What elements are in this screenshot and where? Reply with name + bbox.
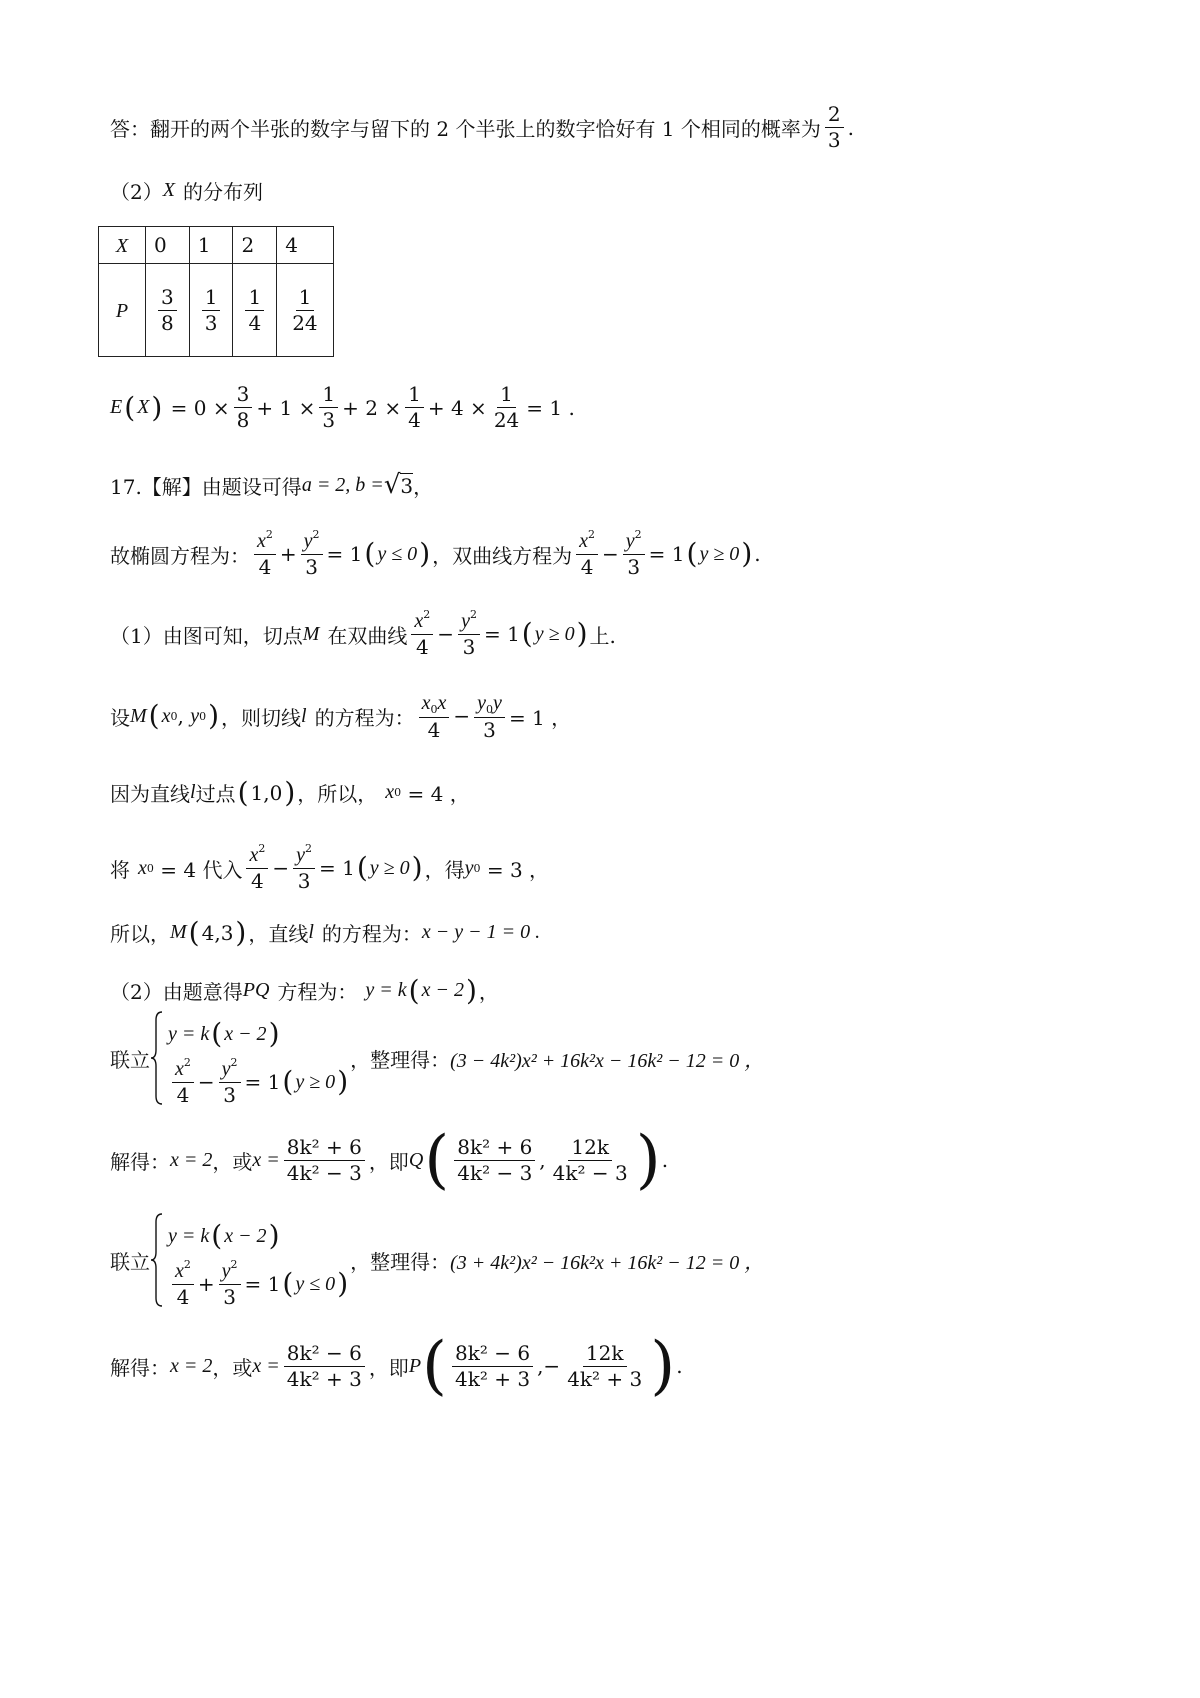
table-cell: 2 <box>233 227 277 264</box>
table-cell: $\frac{1}{3}$ <box>189 264 233 357</box>
table-row: X 0 1 2 4 <box>99 227 334 264</box>
set-m-line: 设 M ( x 0 , y 0 ) ，则切线 l 的方程为： $\frac{x_0x}{4}$ − $\frac{y_0y}{3}$ = 1 ， <box>110 692 572 742</box>
tangent-point-line: （1）由图可知，切点 M 在双曲线 $\frac{x^2}{4}$ − $\frac{y^2}{3}$ = 1 ( y ≥ 0 ) 上. <box>110 608 616 659</box>
part2-heading: （2） X 的分布列 <box>110 179 263 204</box>
pq-line: （2）由题意得 PQ 方程为： y = k ( x − 2 ) ， <box>110 973 499 1007</box>
table-row: P $\frac{3}{8}$ $\frac{1}{3}$ $\frac{1}{4}$ $\frac{1}{24}$ <box>99 264 334 357</box>
conclusion-line: 所以， M ( 4,3 ) ，直线 l 的方程为： x − y − 1 = 0 . <box>110 915 541 949</box>
solve1-line: 解得： x = 2 ，或 x = $\frac{\text{8k² + 6}}{\text{4k² − 3}}$ ，即 Q ( $\frac{\text{8k² + 6}}{\text{4k² − 3}}$ , $\frac{12k}{\text{4k² − 3}}$ ) . <box>110 1123 669 1197</box>
table-cell: $\frac{1}{4}$ <box>233 264 277 357</box>
solve2-line: 解得： x = 2 ，或 x = $\frac{\text{8k² − 6}}{\text{4k² + 3}}$ ，即 P ( $\frac{\text{8k² − 6}}{\text{4k² + 3}}$ ,− $\frac{12k}{\text{4k² + 3}}$ ) . <box>110 1329 683 1403</box>
expectation-formula: E ( X ) = 0 × $\frac{3}{8}$ + 1 × $\frac{1}{3}$ + 2 × $\frac{1}{4}$ + 4 × $\frac{1}{24}$ = 1 . <box>110 382 575 432</box>
through-point-line: 因为直线 l 过点 ( 1,0 ) ，所以， x 0 = 4 ， <box>110 775 470 809</box>
ellipse-hyperbola-line: 故椭圆方程为： $\frac{x^2}{4}$ + $\frac{y^2}{3}$ = 1 ( y ≤ 0 ) ，双曲线方程为 $\frac{x^2}{4}$ − $\frac{y^2}{3}$ = 1 ( y ≥ 0 ) . <box>110 528 761 579</box>
table-cell: 1 <box>189 227 233 264</box>
brace-icon <box>150 1010 164 1106</box>
substitute-line: 将 x 0 = 4 代入 $\frac{x^2}{4}$ − $\frac{y^2}{3}$ = 1 ( y ≥ 0 ) ，得 y 0 = 3 ， <box>110 842 550 893</box>
answer-text: 答：翻开的两个半张的数字与留下的 2 个半张上的数字恰好有 1 个相同的概率为 <box>110 117 821 141</box>
answer-line: 答：翻开的两个半张的数字与留下的 2 个半张上的数字恰好有 1 个相同的概率为 $\frac{2}{3}$ . <box>110 102 854 152</box>
distribution-table <box>98 226 334 357</box>
system1-line: 联立 y = k ( x − 2 ) $\frac{x^2}{4}$ − $\frac{y^2}{3}$ = 1 ( y ≥ 0 ) ，整理得： (3 − 4k²)x² + 16k²x − 16k² − 12 = 0 ， <box>110 1010 764 1106</box>
table-cell: $\frac{3}{8}$ <box>146 264 190 357</box>
table-cell: 4 <box>277 227 334 264</box>
system2-line: 联立 y = k ( x − 2 ) $\frac{x^2}{4}$ + $\frac{y^2}{3}$ = 1 ( y ≤ 0 ) ，整理得： (3 + 4k²)x² − 16k²x + 16k² − 12 = 0 ， <box>110 1212 764 1308</box>
table-cell: $\frac{1}{24}$ <box>277 264 334 357</box>
answer-fraction: $\frac{2}{3}$ <box>825 102 844 153</box>
sqrt-symbol: √ <box>383 470 401 500</box>
table-cell: 0 <box>146 227 190 264</box>
q17-line: 17.【解】由题设可得 a = 2, b = √ 3 ， <box>110 470 434 500</box>
brace-icon <box>150 1212 164 1308</box>
